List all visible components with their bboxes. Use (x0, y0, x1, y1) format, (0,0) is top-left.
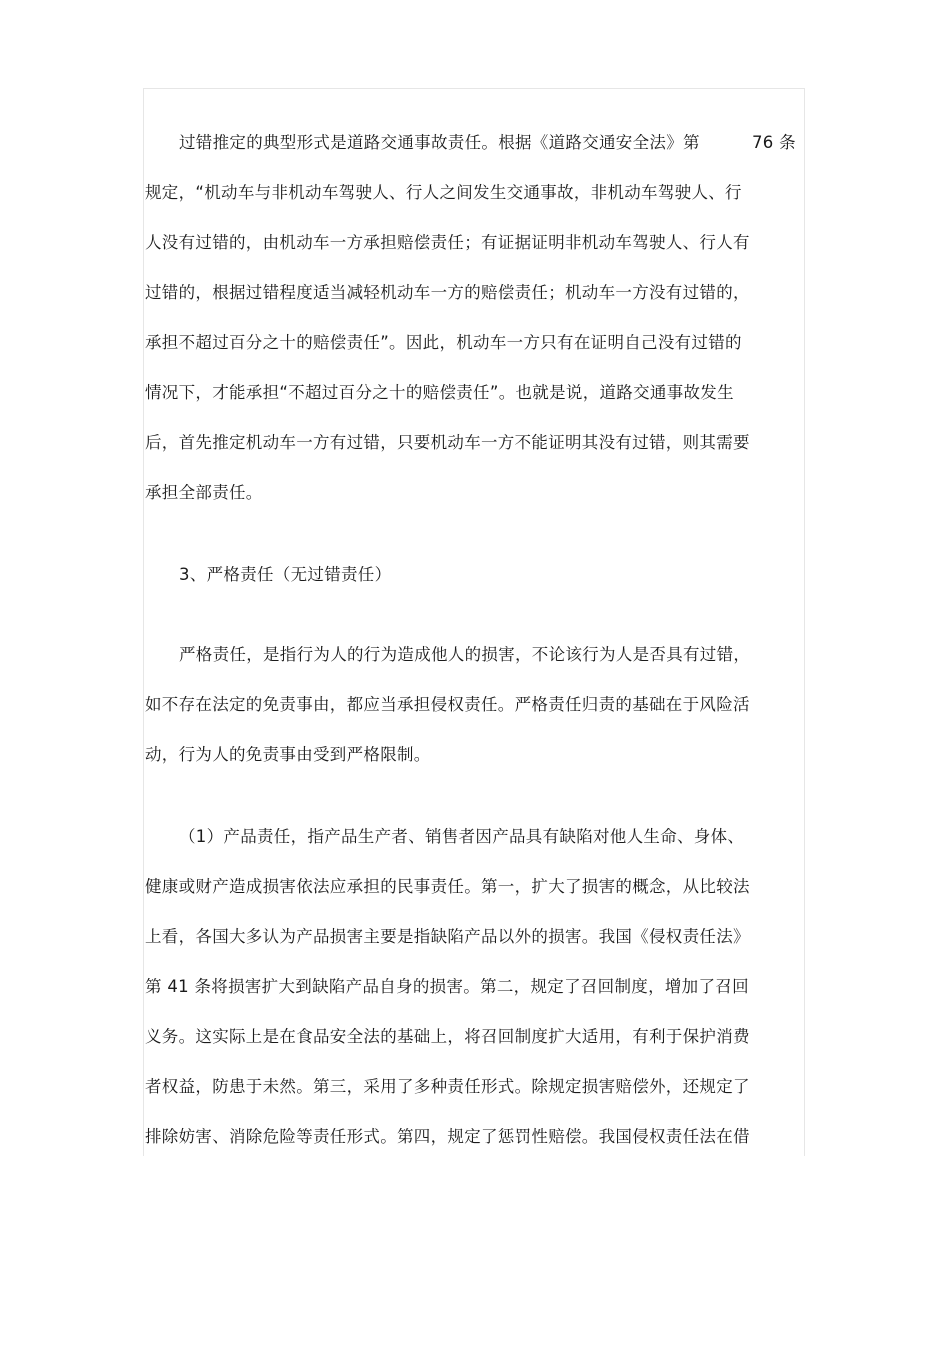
paragraph-3-line-1: （1）产品责任，指产品生产者、销售者因产品具有缺陷对他人生命、身体、 (179, 827, 745, 846)
section-heading: 3、严格责任（无过错责任） (179, 565, 392, 584)
paragraph-1-line-8: 承担全部责任。 (145, 483, 263, 502)
paragraph-2-line-2: 如不存在法定的免责事由，都应当承担侵权责任。严格责任归责的基础在于风险活 (145, 695, 750, 714)
paragraph-1-line-7: 后，首先推定机动车一方有过错，只要机动车一方不能证明其没有过错，则其需要 (145, 433, 750, 452)
paragraph-1-line-2: 规定，“机动车与非机动车驾驶人、行人之间发生交通事故，非机动车驾驶人、行 (145, 183, 742, 202)
paragraph-3-line-3: 上看，各国大多认为产品损害主要是指缺陷产品以外的损害。我国《侵权责任法》 (145, 927, 750, 946)
paragraph-3-line-2: 健康或财产造成损害依法应承担的民事责任。第一，扩大了损害的概念，从比较法 (145, 877, 750, 896)
paragraph-1-line-1: 过错推定的典型形式是道路交通事故责任。根据《道路交通安全法》第 (179, 133, 700, 152)
paragraph-1-line-5: 承担不超过百分之十的赔偿责任”。因此，机动车一方只有在证明自己没有过错的 (145, 333, 742, 352)
paragraph-1-line-1-tail: 76 条 (752, 133, 796, 152)
paragraph-1-line-4: 过错的，根据过错程度适当减轻机动车一方的赔偿责任；机动车一方没有过错的， (145, 283, 750, 302)
paragraph-1-line-3: 人没有过错的，由机动车一方承担赔偿责任；有证据证明非机动车驾驶人、行人有 (145, 233, 750, 252)
paragraph-3-line-4: 第 41 条将损害扩大到缺陷产品自身的损害。第二，规定了召回制度，增加了召回 (145, 977, 749, 996)
paragraph-3-line-7: 排除妨害、消除危险等责任形式。第四，规定了惩罚性赔偿。我国侵权责任法在借 (145, 1127, 750, 1146)
paragraph-1-line-6: 情况下，才能承担“不超过百分之十的赔偿责任”。也就是说，道路交通事故发生 (145, 383, 734, 402)
paragraph-3-line-5: 义务。这实际上是在食品安全法的基础上，将召回制度扩大适用，有利于保护消费 (145, 1027, 750, 1046)
paragraph-3-line-6: 者权益，防患于未然。第三，采用了多种责任形式。除规定损害赔偿外，还规定了 (145, 1077, 750, 1096)
paragraph-2-line-1: 严格责任，是指行为人的行为造成他人的损害，不论该行为人是否具有过错， (179, 645, 751, 664)
paragraph-2-line-3: 动，行为人的免责事由受到严格限制。 (145, 745, 431, 764)
